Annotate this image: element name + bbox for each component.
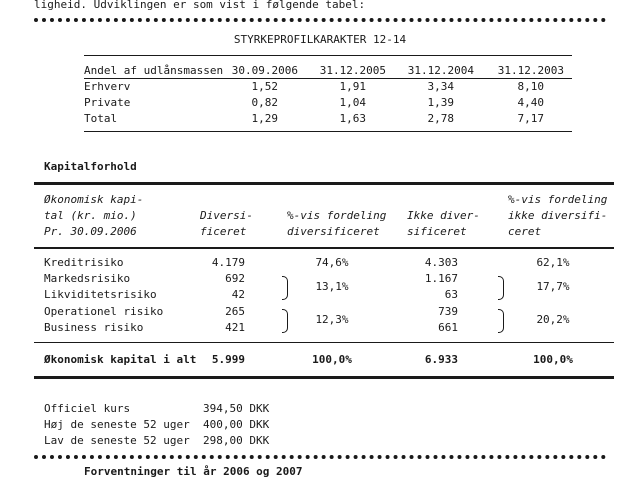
table2-head-col5: ceret xyxy=(508,225,542,238)
table2-total-div: 5.999 xyxy=(211,353,245,366)
table1-bottom-rule xyxy=(84,131,572,132)
group-brace xyxy=(498,309,504,333)
table1-cell: 0,82 xyxy=(251,96,278,109)
table1-header-rule xyxy=(84,78,572,79)
intro-text: ligheid. Udviklingen er som vist i følgende tabel: xyxy=(34,0,366,11)
table1-cell: 2,78 xyxy=(427,112,454,125)
table1-cell: 1,39 xyxy=(427,96,454,109)
table2-cell-ikke: 661 xyxy=(438,321,458,334)
table2-top-rule xyxy=(34,182,614,185)
section-heading: Kapitalforhold xyxy=(44,160,137,173)
table2-cell-div: 692 xyxy=(225,272,245,285)
table2-cell-ikke: 4.303 xyxy=(424,256,458,269)
table1-row-label: Erhverv xyxy=(84,80,131,93)
table1-header-col1: 30.09.2006 xyxy=(231,64,298,77)
stock-label: Høj de seneste 52 uger xyxy=(44,418,190,431)
table2-head-col2: Diversi- xyxy=(200,209,253,222)
table2-head-col1: Pr. 30.09.2006 xyxy=(44,225,137,238)
table2-head-col4: sificeret xyxy=(407,225,467,238)
table2-cell-div: 4.179 xyxy=(211,256,245,269)
table2-bottom-rule xyxy=(34,376,614,379)
table2-head-col5: %-vis fordeling xyxy=(508,193,608,206)
footer-heading: Forventninger til år 2006 og 2007 xyxy=(84,465,303,478)
stock-value: 400,00 DKK xyxy=(203,418,270,431)
table2-head-col2: ficeret xyxy=(200,225,247,238)
table2-total-label: Økonomisk kapital i alt xyxy=(44,353,197,366)
table2-row-label: Kreditrisiko xyxy=(44,256,124,269)
table2-header-rule xyxy=(34,247,614,249)
table1-cell: 1,63 xyxy=(339,112,366,125)
table2-group-pct-div: 12,3% xyxy=(315,313,349,326)
table2-row-label: Operationel risiko xyxy=(44,305,164,318)
table1-cell: 4,40 xyxy=(517,96,544,109)
dotted-divider-top xyxy=(34,18,606,22)
table1-top-rule xyxy=(84,55,572,56)
table1-header-col2: 31.12.2005 xyxy=(319,64,386,77)
table2-row-label: Markedsrisiko xyxy=(44,272,131,285)
stock-value: 298,00 DKK xyxy=(203,434,270,447)
table2-head-col3: diversificeret xyxy=(287,225,380,238)
table2-row-label: Likviditetsrisiko xyxy=(44,288,157,301)
table1-cell: 1,52 xyxy=(251,80,278,93)
table2-cell-ikke: 1.167 xyxy=(424,272,458,285)
table1-cell: 8,10 xyxy=(517,80,544,93)
table2-cell-div: 42 xyxy=(231,288,245,301)
table2-cell-pct-div: 74,6% xyxy=(315,256,349,269)
table2-cell-ikke: 63 xyxy=(444,288,458,301)
table2-group-pct-ikke: 17,7% xyxy=(536,280,570,293)
stock-label: Lav de seneste 52 uger xyxy=(44,434,190,447)
table2-cell-ikke: 739 xyxy=(438,305,458,318)
table2-total-pct-ikke: 100,0% xyxy=(533,353,573,366)
table1-cell: 1,04 xyxy=(339,96,366,109)
table2-group-pct-ikke: 20,2% xyxy=(536,313,570,326)
table1-row-label: Total xyxy=(84,112,118,125)
table1-cell: 3,34 xyxy=(427,80,454,93)
stock-value: 394,50 DKK xyxy=(203,402,270,415)
table2-cell-div: 421 xyxy=(225,321,245,334)
table2-cell-div: 265 xyxy=(225,305,245,318)
table1-cell: 1,91 xyxy=(339,80,366,93)
table1-header-label: Andel af udlånsmassen xyxy=(84,64,224,77)
table1-cell: 1,29 xyxy=(251,112,278,125)
table2-head-col5: ikke diversifi- xyxy=(508,209,608,222)
table2-row-label: Business risiko xyxy=(44,321,144,334)
table2-head-col3: %-vis fordeling xyxy=(287,209,387,222)
table2-total-rule xyxy=(34,342,614,343)
table2-group-pct-div: 13,1% xyxy=(315,280,349,293)
table2-head-col1: Økonomisk kapi- xyxy=(44,193,144,206)
table1-cell: 7,17 xyxy=(517,112,544,125)
table1-header-col4: 31.12.2003 xyxy=(497,64,564,77)
table1-row-label: Private xyxy=(84,96,131,109)
table2-head-col4: Ikke diver- xyxy=(407,209,480,222)
stock-label: Officiel kurs xyxy=(44,402,131,415)
table1-title: STYRKEPROFILKARAKTER 12-14 xyxy=(233,33,407,46)
table1-header-col3: 31.12.2004 xyxy=(407,64,474,77)
table2-total-pct-div: 100,0% xyxy=(312,353,352,366)
dotted-divider-bottom xyxy=(34,455,606,459)
table2-cell-pct-ikke: 62,1% xyxy=(536,256,570,269)
group-brace xyxy=(498,276,504,300)
table2-head-col1: tal (kr. mio.) xyxy=(44,209,137,222)
table2-total-ikke: 6.933 xyxy=(424,353,458,366)
